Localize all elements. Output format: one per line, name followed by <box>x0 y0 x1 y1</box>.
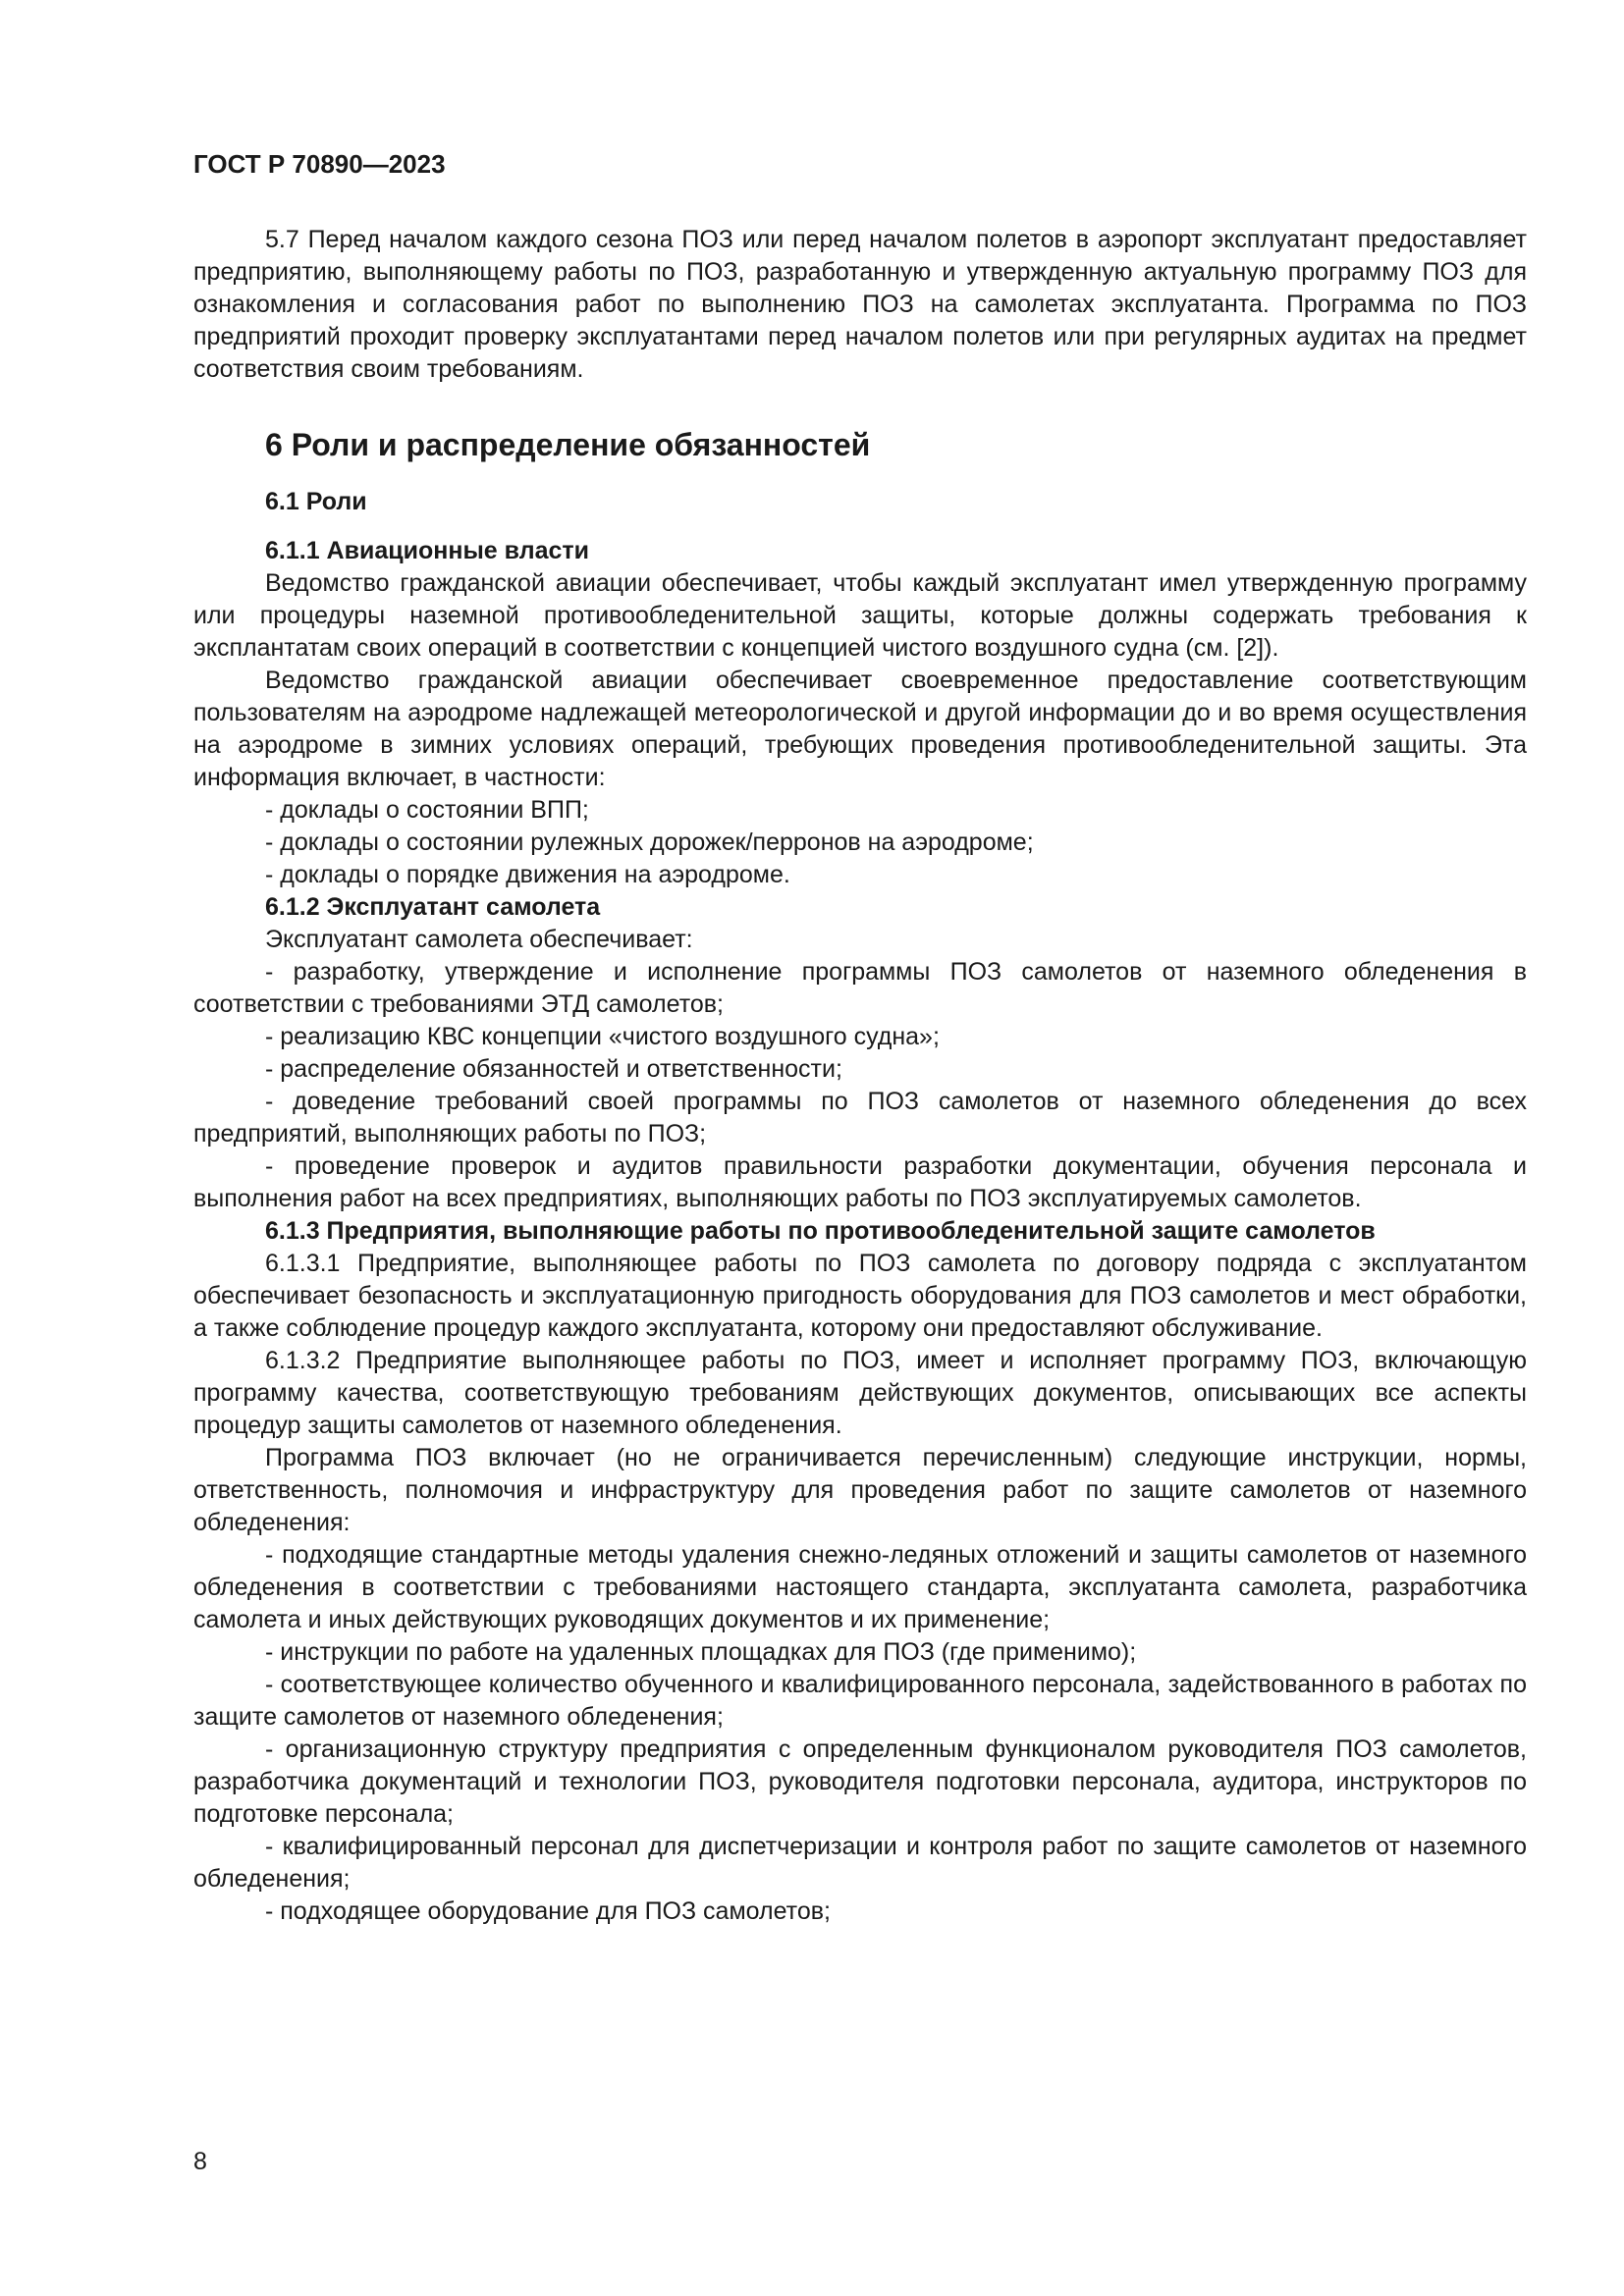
list-item: - организационную структуру предприятия с определенным функционалом руководителя ПОЗ самолетов, разработчика документаций и технологии ПОЗ, руководителя подготовки персонала, аудитора, инструкторов по подготовке персонала; <box>193 1735 1527 1828</box>
list-item: - доклады о порядке движения на аэродроме. <box>265 861 790 888</box>
list-item: - инструкции по работе на удаленных площадках для ПОЗ (где применимо); <box>265 1638 1137 1666</box>
paragraph-5-7: 5.7 Перед началом каждого сезона ПОЗ или перед началом полетов в аэропорт эксплуатант предоставляет предприятию, выполняющему работы по ПОЗ, разработанную и утвержденную актуальную программу ПОЗ для ознакомления и согласования работ по выполнению ПОЗ на самолетах эксплуатанта. Программа по ПОЗ предприятий проходит проверку эксплуатантами перед началом полетов или при регулярных аудитах на предмет соответствия своим требованиям. <box>193 226 1527 383</box>
list-item: - соответствующее количество обученного и квалифицированного персонала, задействованного в работах по защите самолетов от наземного обледенения; <box>193 1671 1527 1731</box>
paragraph-6-1-1-a: Ведомство гражданской авиации обеспечивает, чтобы каждый эксплуатант имел утвержденную программу или процедуры наземной противообледенительной защиты, которые должны содержать требования к эксплантатам своих операций в соответствии с концепцией чистого воздушного судна (см. [2]). <box>193 569 1527 662</box>
paragraph-6-1-2-intro: Эксплуатант самолета обеспечивает: <box>265 926 693 953</box>
document-body <box>193 224 1527 1928</box>
list-item: - доклады о состоянии ВПП; <box>265 796 589 824</box>
list-item: - проведение проверок и аудитов правильности разработки документации, обучения персонала и выполнения работ на всех предприятиях, выполняющих работы по ПОЗ эксплуатируемых самолетов. <box>193 1152 1527 1212</box>
list-item: - реализацию КВС концепции «чистого воздушного судна»; <box>265 1023 940 1050</box>
section-6-1-2-heading: 6.1.2 Эксплуатант самолета <box>265 893 601 921</box>
list-item: - разработку, утверждение и исполнение программы ПОЗ самолетов от наземного обледенения в соответствии с требованиями ЭТД самолетов; <box>193 958 1527 1018</box>
section-6-1-heading: 6.1 Роли <box>265 488 367 515</box>
list-item: - доведение требований своей программы по ПОЗ самолетов от наземного обледенения до всех предприятий, выполняющих работы по ПОЗ; <box>193 1088 1527 1148</box>
section-6-1-1-heading: 6.1.1 Авиационные власти <box>265 537 589 564</box>
paragraph-6-1-1-b: Ведомство гражданской авиации обеспечивает своевременное предоставление соответствующим пользователям на аэродроме надлежащей метеорологической и другой информации до и во время осуществления на аэродроме в зимних условиях операций, требующих проведения противообледенительной защиты. Эта информация включает, в частности: <box>193 667 1527 791</box>
list-item: - распределение обязанностей и ответственности; <box>265 1055 842 1083</box>
paragraph-6-1-3-program: Программа ПОЗ включает (но не ограничивается перечисленным) следующие инструкции, нормы, ответственность, полномочия и инфраструктуру для проведения работ по защите самолетов от наземного обледенения: <box>193 1444 1527 1536</box>
list-item: - подходящее оборудование для ПОЗ самолетов; <box>265 1897 831 1925</box>
page-number: 8 <box>193 2148 207 2175</box>
list-item: - квалифицированный персонал для диспетчеризации и контроля работ по защите самолетов от наземного обледенения; <box>193 1833 1527 1893</box>
section-6-1-3-heading: 6.1.3 Предприятия, выполняющие работы по противообледенительной защите самолетов <box>265 1217 1376 1245</box>
document-code-header: ГОСТ Р 70890—2023 <box>193 149 446 179</box>
paragraph-6-1-3-2: 6.1.3.2 Предприятие выполняющее работы по ПОЗ, имеет и исполняет программу ПОЗ, включающую программу качества, соответствующую требованиям действующих документов, описывающих все аспекты процедур защиты самолетов от наземного обледенения. <box>193 1347 1527 1439</box>
paragraph-6-1-3-1: 6.1.3.1 Предприятие, выполняющее работы по ПОЗ самолета по договору подряда с эксплуатантом обеспечивает безопасность и эксплуатационную пригодность оборудования для ПОЗ самолетов и мест обработки, а также соблюдение процедур каждого эксплуатанта, которому они предоставляют обслуживание. <box>193 1250 1527 1342</box>
section-6-heading: 6 Роли и распределение обязанностей <box>265 427 871 462</box>
list-item: - подходящие стандартные методы удаления снежно-ледяных отложений и защиты самолетов от наземного обледенения в соответствии с требованиями настоящего стандарта, эксплуатанта самолета, разработчика самолета и иных действующих руководящих документов и их применение; <box>193 1541 1527 1633</box>
list-item: - доклады о состоянии рулежных дорожек/перронов на аэродроме; <box>265 828 1034 856</box>
